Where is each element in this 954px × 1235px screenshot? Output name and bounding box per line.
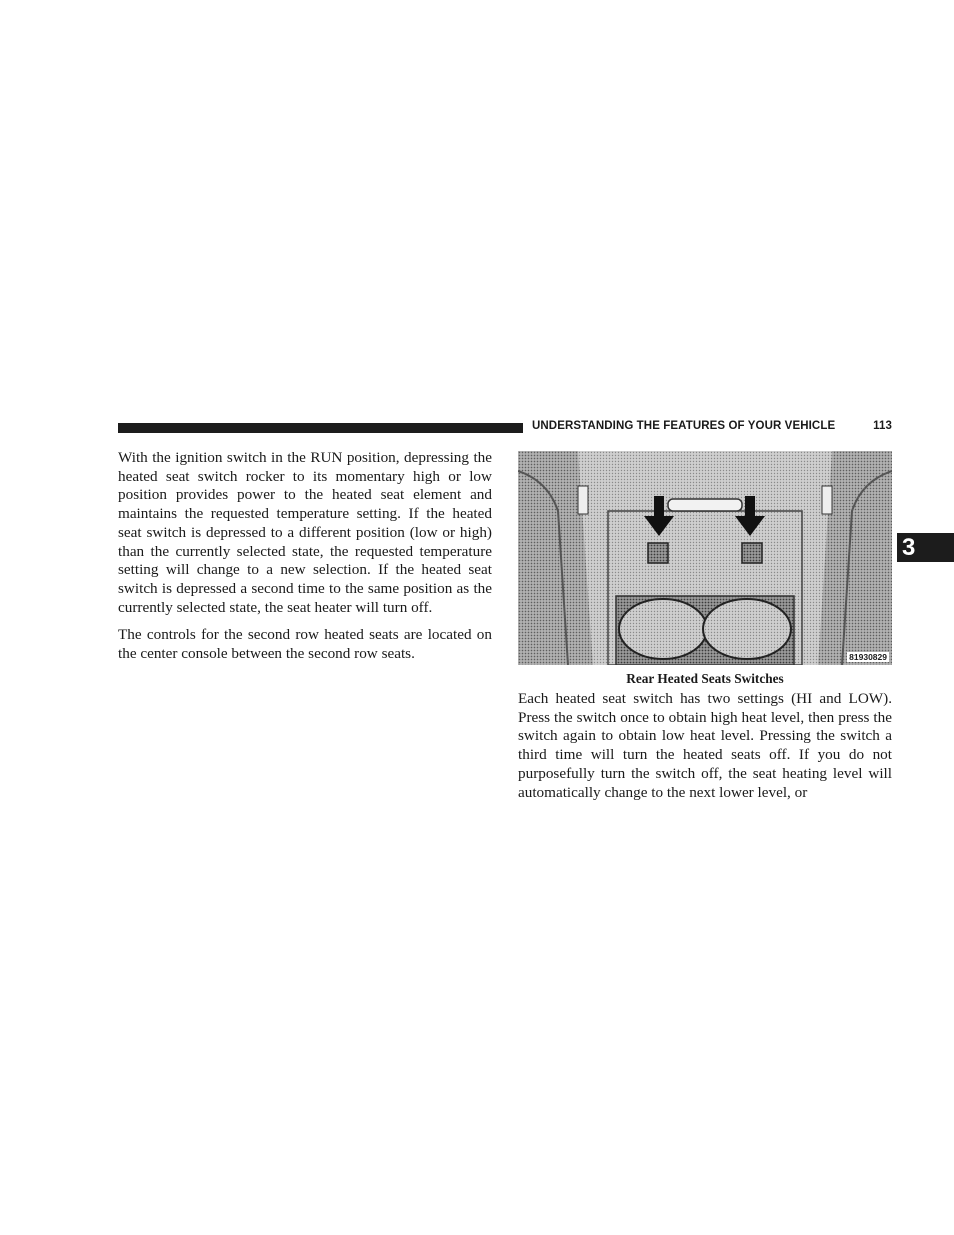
figure-code: 81930829	[849, 652, 887, 662]
chapter-tab: 3	[897, 533, 954, 562]
body-paragraph: With the ignition switch in the RUN position, depressing the heated seat switch rocker to its momentary high or low position provides power to the heated seat element and maintains the requested temperature setting. If the heated seat switch is depressed to a different position (low or high) than the currently selected state, the requested temperature setting will change to a new selection. If the heated seat switch is depressed a second time to the same position as the currently selected state, the seat heater will turn off.	[118, 449, 492, 616]
body-paragraph: Each heated seat switch has two settings (HI and LOW). Press the switch once to obtain high heat level, then press the switch again to obtain low heat level. Pressing the switch a third time will turn the heated seats off. If you do not purposefully turn the switch off, the seat heating level will automatically change to the next lower level, or	[518, 690, 892, 801]
body-paragraph: The controls for the second row heated seats are located on the center console between the second row seats.	[118, 626, 492, 663]
header-rule	[118, 423, 523, 433]
right-heated-seat-switch	[742, 543, 762, 563]
figure-caption: Rear Heated Seats Switches	[626, 671, 784, 686]
rear-heated-seats-illustration	[518, 451, 892, 665]
running-header	[532, 420, 892, 432]
left-column	[118, 449, 492, 673]
page-number: 113	[873, 420, 892, 432]
console-drawing	[518, 451, 892, 665]
section-title: UNDERSTANDING THE FEATURES OF YOUR VEHICLE	[532, 420, 836, 432]
left-heated-seat-switch	[648, 543, 668, 563]
right-column	[518, 690, 892, 802]
